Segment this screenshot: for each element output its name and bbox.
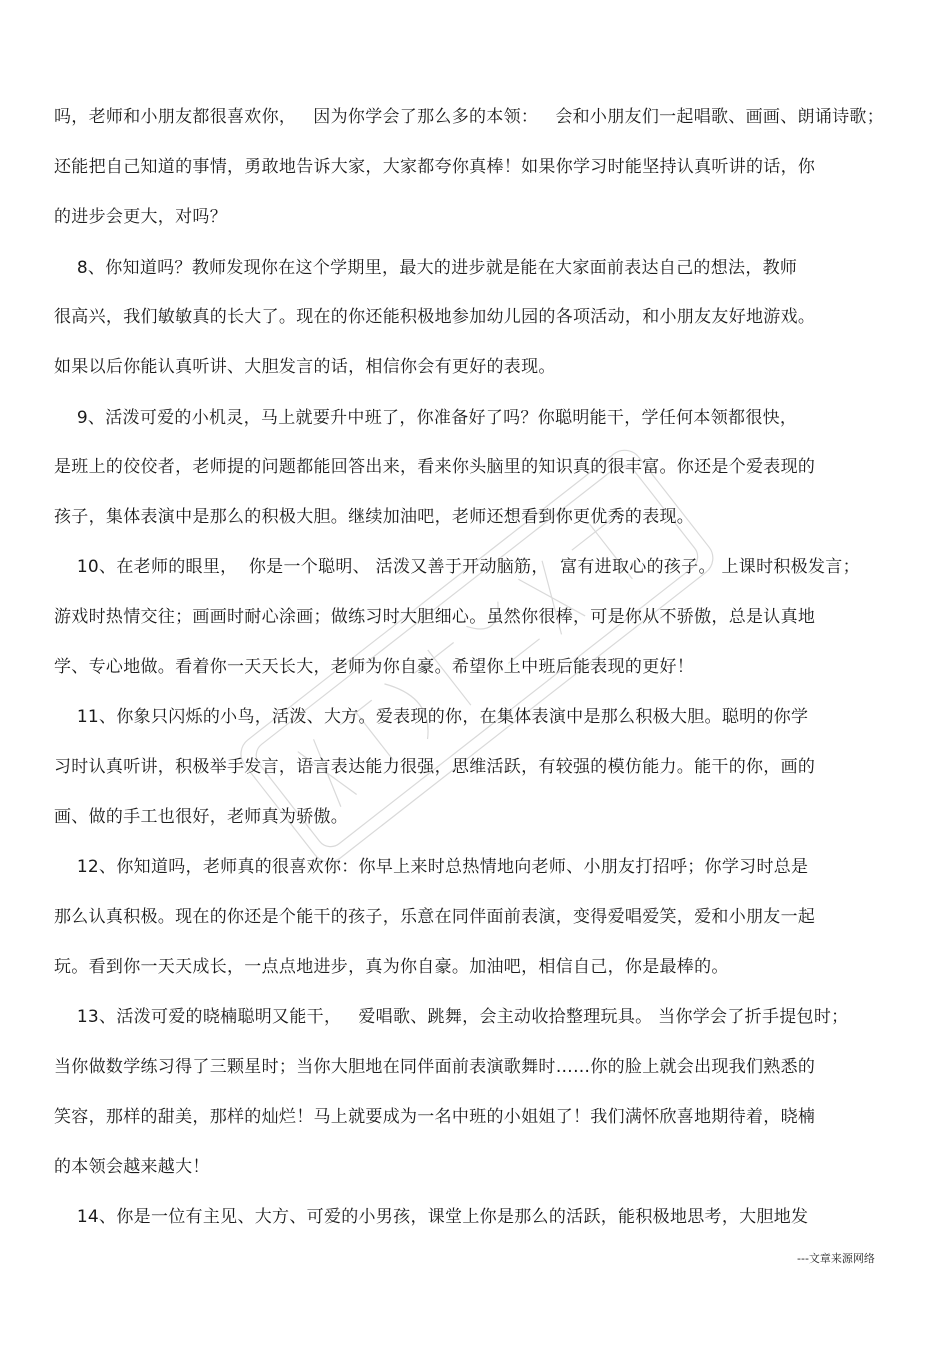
text-line: 的进步会更大，对吗？: [54, 207, 227, 227]
text-line: 8、你知道吗？教师发现你在这个学期里，最大的进步就是能在大家面前表达自己的想法，教师: [54, 258, 798, 278]
text-line: 11、你象只闪烁的小鸟，活泼、大方。爱表现的你，在集体表演中是那么积极大胆。聪明的你学: [54, 707, 809, 727]
text-line: 那么认真积极。现在的你还是个能干的孩子，乐意在同伴面前表演，变得爱唱爱笑，爱和小朋友一起: [54, 907, 816, 927]
text-line: 13、活泼可爱的晓楠聪明又能干， 爱唱歌、跳舞，会主动收拾整理玩具。 当你学会了折手提包时；: [54, 1007, 849, 1027]
text-line: 吗，老师和小朋友都很喜欢你， 因为你学会了那么多的本领： 会和小朋友们一起唱歌、画画、朗诵诗歌；: [54, 107, 885, 127]
text-line: 很高兴，我们敏敏真的长大了。现在的你还能积极地参加幼儿园的各项活动，和小朋友友好地游戏。: [54, 307, 816, 327]
text-line: 当你做数学练习得了三颗星时；当你大胆地在同伴面前表演歌舞时……你的脸上就会出现我们熟悉的: [54, 1057, 816, 1077]
text-line: 9、活泼可爱的小机灵，马上就要升中班了，你准备好了吗？你聪明能干，学任何本领都很快，: [54, 408, 798, 428]
text-line: 画、做的手工也很好，老师真为骄傲。: [54, 807, 349, 827]
text-line: 12、你知道吗，老师真的很喜欢你：你早上来时总热情地向老师、小朋友打招呼；你学习时总是: [54, 857, 809, 877]
text-line: 习时认真听讲，积极举手发言，语言表达能力很强，思维活跃，有较强的模仿能力。能干的你，画的: [54, 757, 816, 777]
text-line: 如果以后你能认真听讲、大胆发言的话，相信你会有更好的表现。: [54, 357, 556, 377]
text-line: 的本领会越来越大！: [54, 1157, 210, 1177]
text-line: 是班上的佼佼者，老师提的问题都能回答出来，看来你头脑里的知识真的很丰富。你还是个爱表现的: [54, 457, 816, 477]
text-line: 孩子，集体表演中是那么的积极大胆。继续加油吧，老师还想看到你更优秀的表现。: [54, 507, 695, 527]
text-line: 14、你是一位有主见、大方、可爱的小男孩，课堂上你是那么的活跃，能积极地思考，大胆地发: [54, 1207, 809, 1227]
text-line: 10、在老师的眼里， 你是一个聪明、 活泼又善于开动脑筋， 富有进取心的孩子。 上课时积极发言；: [54, 557, 860, 577]
text-line: 学、专心地做。看着你一天天长大，老师为你自豪。希望你上中班后能表现的更好！: [54, 657, 695, 677]
text-line: 还能把自己知道的事情，勇敢地告诉大家，大家都夸你真棒！如果你学习时能坚持认真听讲的话，你: [54, 157, 816, 177]
text-line: 游戏时热情交往；画画时耐心涂画；做练习时大胆细心。虽然你很棒，可是你从不骄傲，总是认真地: [54, 607, 816, 627]
text-line: 笑容，那样的甜美，那样的灿烂！马上就要成为一名中班的小姐姐了！我们满怀欣喜地期待着，晓楠: [54, 1107, 816, 1127]
text-line: 玩。看到你一天天成长，一点点地进步，真为你自豪。加油吧，相信自己，你是最棒的。: [54, 957, 729, 977]
footer-source: ---文章来源网络: [797, 1252, 875, 1265]
